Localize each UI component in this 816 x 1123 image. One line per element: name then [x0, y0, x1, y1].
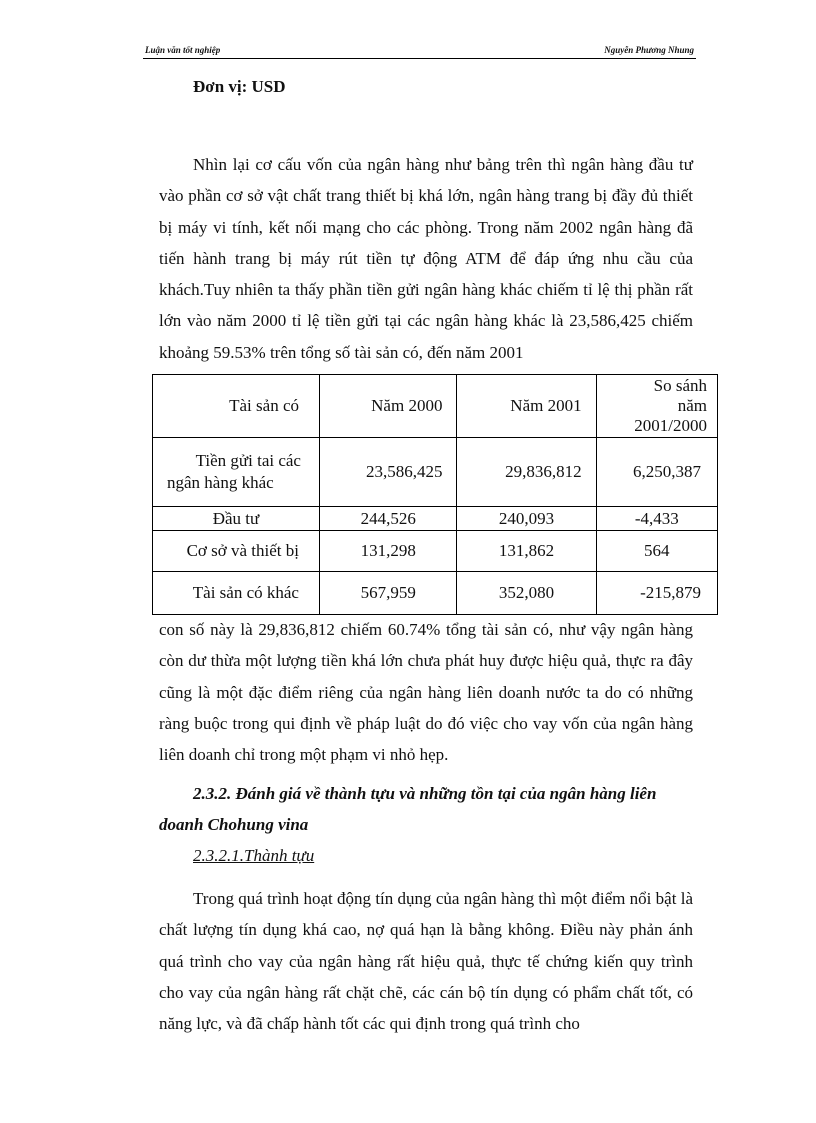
- cell-2001: 131,862: [457, 531, 596, 572]
- cell-diff: -215,879: [596, 572, 717, 615]
- table-row: [153, 507, 718, 531]
- table-row: [153, 572, 718, 615]
- cell-2001: 240,093: [457, 507, 596, 531]
- cell-diff: 6,250,387: [596, 438, 717, 507]
- assets-table: [152, 374, 718, 615]
- header-cell-2001: Năm 2001: [457, 375, 596, 438]
- table-header-row: [153, 375, 718, 438]
- cell-diff: 564: [596, 531, 717, 572]
- cell-2000: 567,959: [319, 572, 456, 615]
- page-header: [143, 44, 696, 59]
- row-label: [153, 438, 320, 507]
- header-cell-compare: [596, 375, 717, 438]
- header-cell-2000: Năm 2000: [319, 375, 456, 438]
- header-compare-line1: So sánh: [653, 376, 707, 395]
- cell-2000: 23,586,425: [319, 438, 456, 507]
- cell-2000: 244,526: [319, 507, 456, 531]
- paragraph-1: Nhìn lại cơ cấu vốn của ngân hàng như bảng trên thì ngân hàng đầu tư vào phần cơ sở vật chất trang thiết bị khá lớn, ngân hàng trang bị đầy đủ thiết bị máy vi tính, kết nối mạng cho các phòng. Trong năm 2002 ngân hàng đã tiến hành trang bị máy rút tiền tự động ATM để đáp ứng nhu cầu của khách.Tuy nhiên ta thấy phần tiền gửi ngân hàng khác chiếm tỉ lệ thị phần rất lớn vào năm 2000 tỉ lệ tiền gửi tại các ngân hàng khác là 23,586,425 chiếm khoảng 59.53% trên tổng số tài sản có, đến năm 2001: [159, 155, 693, 362]
- row-label: Tài sản có khác: [153, 572, 320, 615]
- paragraph-2: con số này là 29,836,812 chiếm 60.74% tổng tài sản có, như vậy ngân hàng còn dư thừa một lượng tiền khá lớn chưa phát huy được hiệu quả, thực ra đây cũng là một đặc điểm riêng của ngân hàng liên doanh nước ta do có những ràng buộc trong qui định về pháp luật do đó việc cho vay vốn của ngân hàng liên doanh chỉ trong một phạm vi nhỏ hẹp.: [159, 620, 693, 765]
- paragraph-3: Trong quá trình hoạt động tín dụng của ngân hàng thì một điểm nổi bật là chất lượng tín dụng khá cao, nợ quá hạn là bằng không. Điều này phản ánh quá trình cho vay của ngân hàng rất hiệu quả, thực tế chứng kiến quy trình cho vay của ngân hàng rất chặt chẽ, các cán bộ tín dụng có phẩm chất tốt, có năng lực, và đã chấp hành tốt các qui định trong quá trình cho: [159, 889, 693, 1034]
- header-right-text: Nguyễn Phương Nhung: [604, 45, 694, 55]
- cell-2000: 131,298: [319, 531, 456, 572]
- table-row: [153, 531, 718, 572]
- cell-diff: -4,433: [596, 507, 717, 531]
- table-row: [153, 438, 718, 507]
- subsection-heading: 2.3.2.1.Thành tựu: [193, 846, 315, 865]
- row-label: Đầu tư: [153, 507, 320, 531]
- header-compare-line2: năm 2001/2000: [634, 396, 707, 435]
- header-left-text: Luận văn tốt nghiệp: [145, 45, 221, 55]
- header-cell-assets: Tài sản có: [153, 375, 320, 438]
- cell-2001: 29,836,812: [457, 438, 596, 507]
- row-label: Cơ sở và thiết bị: [153, 531, 320, 572]
- row-label-line2: ngân hàng khác: [167, 473, 274, 492]
- row-label-line1: Tiền gửi tai các: [195, 451, 301, 470]
- section-heading: 2.3.2. Đánh giá về thành tựu và những tồn tại của ngân hàng liên doanh Chohung vina: [159, 784, 657, 835]
- cell-2001: 352,080: [457, 572, 596, 615]
- unit-label: Đơn vị: USD: [193, 77, 286, 96]
